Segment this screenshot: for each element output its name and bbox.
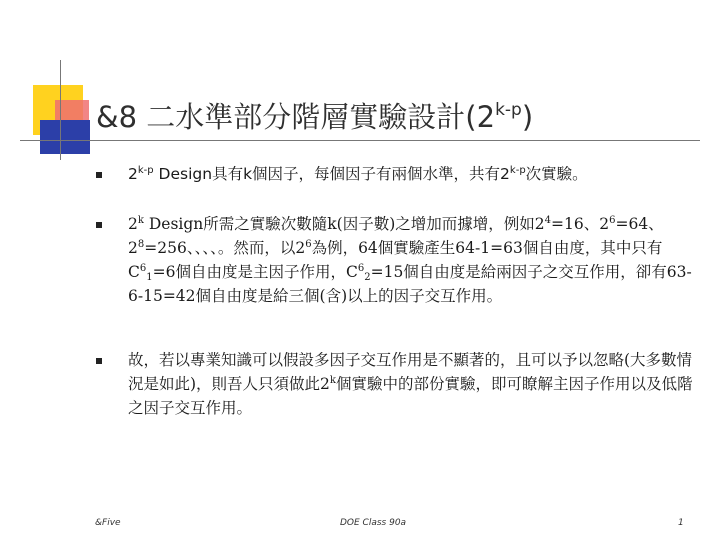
decor-blue-square bbox=[40, 120, 90, 154]
bullet-list bbox=[96, 162, 706, 420]
bullet-item-1: 2$^{k-p}$ Design具有k個因子，每個因子有兩個水準，共有2$^{k-p}$次實驗。 bbox=[96, 162, 706, 186]
decor-vertical-line bbox=[60, 60, 61, 160]
square-bullet-icon bbox=[96, 222, 102, 228]
footer-page-number: 1 bbox=[678, 518, 684, 528]
bullet-item-3: 故，若以專業知識可以假設多因子交互作用是不顯著的，且可以予以忽略(大多數情況是如此)，則吾人只須做此2$^k$個實驗中的部份實驗，即可瞭解主因子作用以及低階之因子交互作用。 bbox=[96, 348, 706, 420]
title-underline bbox=[20, 140, 700, 141]
footer-course: DOE Class 90a bbox=[340, 518, 407, 528]
footer-author: &Five bbox=[95, 518, 121, 528]
square-bullet-icon bbox=[96, 172, 102, 178]
slide-title: &8 二水準部分階層實驗設計(2$^{k-p}$) bbox=[96, 100, 534, 134]
square-bullet-icon bbox=[96, 358, 102, 364]
bullet-item-2: 2$^k$ Design所需之實驗次數隨k(因子數)之增加而據增，例如$2^4=16$、$2^6=64$、$2^8=256$、、、、。然而，以$2^6$為例，64個實驗產生64-1=63個自由度，其中只有$C^6_1=6$個自由度是主因子作用，$C^6_2=15$個自由度是給兩因子之交互作用，卻有63-6-15=42個自由度是給三個(含)以上的因子交互作用。 bbox=[96, 212, 706, 308]
